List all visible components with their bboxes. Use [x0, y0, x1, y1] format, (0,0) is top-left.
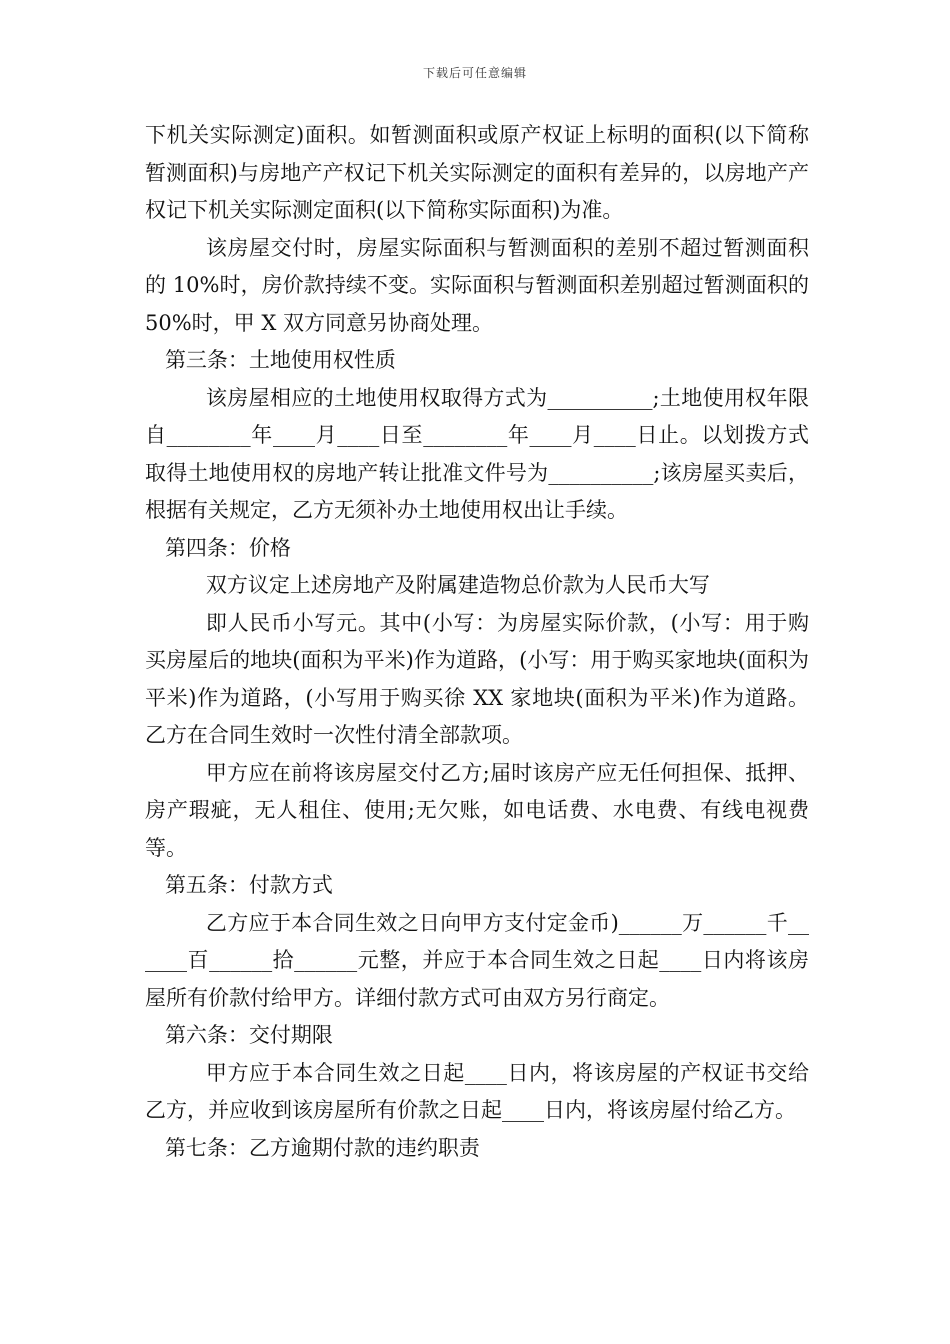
- paragraph-delivery-period: 甲方应于本合同生效之日起____日内，将该房屋的产权证书交给乙方，并应收到该房屋所有价款之日起____日内，将该房屋付给乙方。: [145, 1060, 809, 1122]
- document-body: [145, 117, 809, 1167]
- paragraph-payment-method: 乙方应于本合同生效之日向甲方支付定金币)______万______千______百______拾______元整，并应于本合同生效之日起____日内将该房屋所有价款付给甲方。详细付款方式可由双方另行商定。: [145, 910, 809, 1010]
- paragraph-delivery-condition: 甲方应在前将该房屋交付乙方;届时该房产应无任何担保、抵押、房产瑕疵，无人租住、使用;无欠账，如电话费、水电费、有线电视费等。: [145, 760, 809, 860]
- paragraph-area-difference: 该房屋交付时，房屋实际面积与暂测面积的差别不超过暂测面积的 10%时，房价款持续不变。实际面积与暂测面积差别超过暂测面积的 50%时，甲 X 双方同意另协商处理。: [145, 235, 809, 335]
- heading-article-4: 第四条：价格: [164, 535, 291, 560]
- paragraph-land-use-right: 该房屋相应的土地使用权取得方式为__________;土地使用权年限自________年____月____日至________年____月____日止。以划拨方式取得土地使用权的房地产转让批准文件号为__________;该房屋买卖后，根据有关规定，乙方无须补办土地使用权出让手续。: [145, 385, 809, 522]
- heading-article-3: 第三条：土地使用权性质: [164, 348, 396, 372]
- paragraph-area-definition: 下机关实际测定)面积。如暂测面积或原产权证上标明的面积(以下简称暂测面积)与房地产产权记下机关实际测定的面积有差异的，以房地产产权记下机关实际测定面积(以下简称实际面积)为准。: [145, 123, 809, 222]
- paragraph-price-breakdown: 即人民币小写元。其中(小写：为房屋实际价款，(小写：用于购买房屋后的地块(面积为平米)作为道路，(小写：用于购买家地块(面积为平米)作为道路，(小写用于购买徐 XX 家地块(面积为平米)作为道路。乙方在合同生效时一次性付清全部款项。: [145, 610, 809, 747]
- paragraph-total-price: 双方议定上述房地产及附属建造物总价款为人民币大写: [205, 573, 710, 597]
- heading-article-7: 第七条：乙方逾期付款的违约职责: [164, 1135, 480, 1160]
- header-note: 下载后可任意编辑: [422, 66, 527, 80]
- heading-article-5: 第五条：付款方式: [164, 873, 333, 897]
- heading-article-6: 第六条：交付期限: [164, 1023, 333, 1047]
